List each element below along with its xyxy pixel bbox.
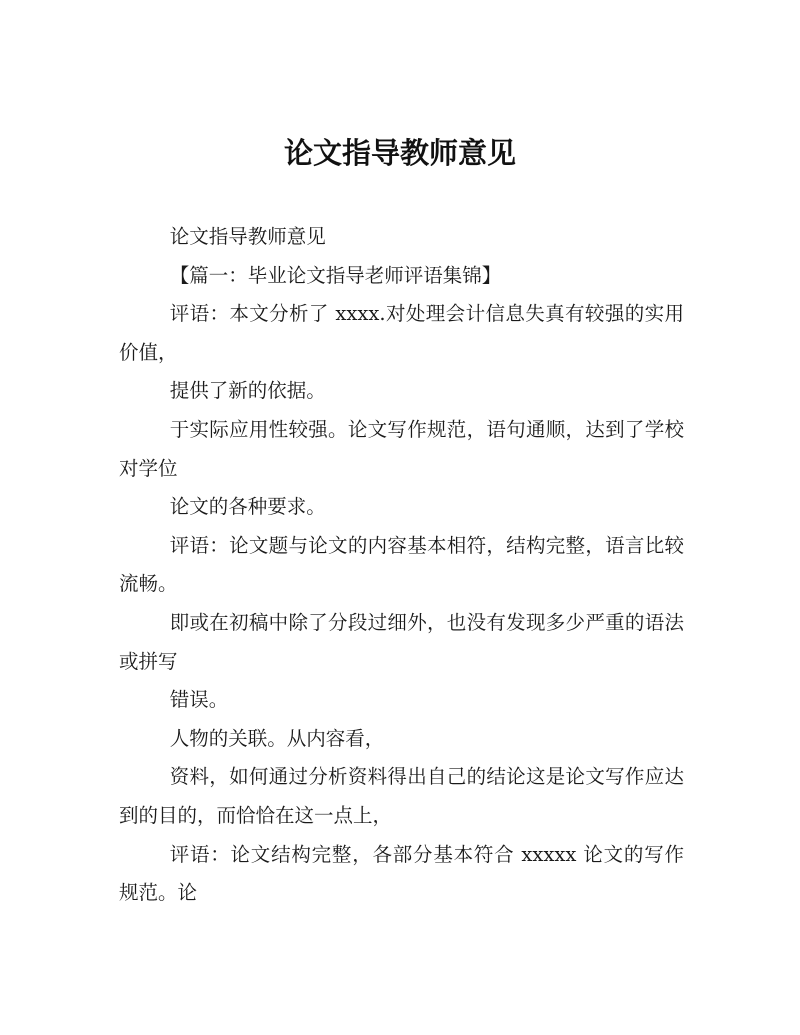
paragraph: 评语：论文结构完整，各部分基本符合 xxxxx 论文的写作规范。论 bbox=[119, 842, 684, 905]
paragraph: 于实际应用性较强。论文写作规范，语句通顺，达到了学校对学位 bbox=[119, 417, 684, 480]
paragraph: 评语：论文题与论文的内容基本相符，结构完整，语言比较流畅。 bbox=[119, 533, 684, 596]
paragraph: 评语：本文分析了 xxxx.对处理会计信息失真有较强的实用价值， bbox=[119, 302, 684, 364]
paragraph: 人物的关联。从内容看， bbox=[169, 726, 385, 750]
paragraph: 资料，如何通过分析资料得出自己的结论这是论文写作应达到的目的，而恰恰在这一点上， bbox=[119, 765, 684, 827]
document-body bbox=[119, 218, 684, 913]
paragraph: 提供了新的依据。 bbox=[169, 379, 326, 403]
paragraph: 论文的各种要求。 bbox=[169, 495, 326, 519]
paragraph: 即或在初稿中除了分段过细外，也没有发现多少严重的语法或拼写 bbox=[119, 610, 684, 673]
paragraph: 错误。 bbox=[169, 688, 229, 712]
document-title: 论文指导教师意见 bbox=[283, 136, 516, 170]
paragraph-section-title: 【篇一：毕业论文指导老师评语集锦】 bbox=[169, 263, 502, 287]
paragraph-heading: 论文指导教师意见 bbox=[169, 225, 326, 248]
